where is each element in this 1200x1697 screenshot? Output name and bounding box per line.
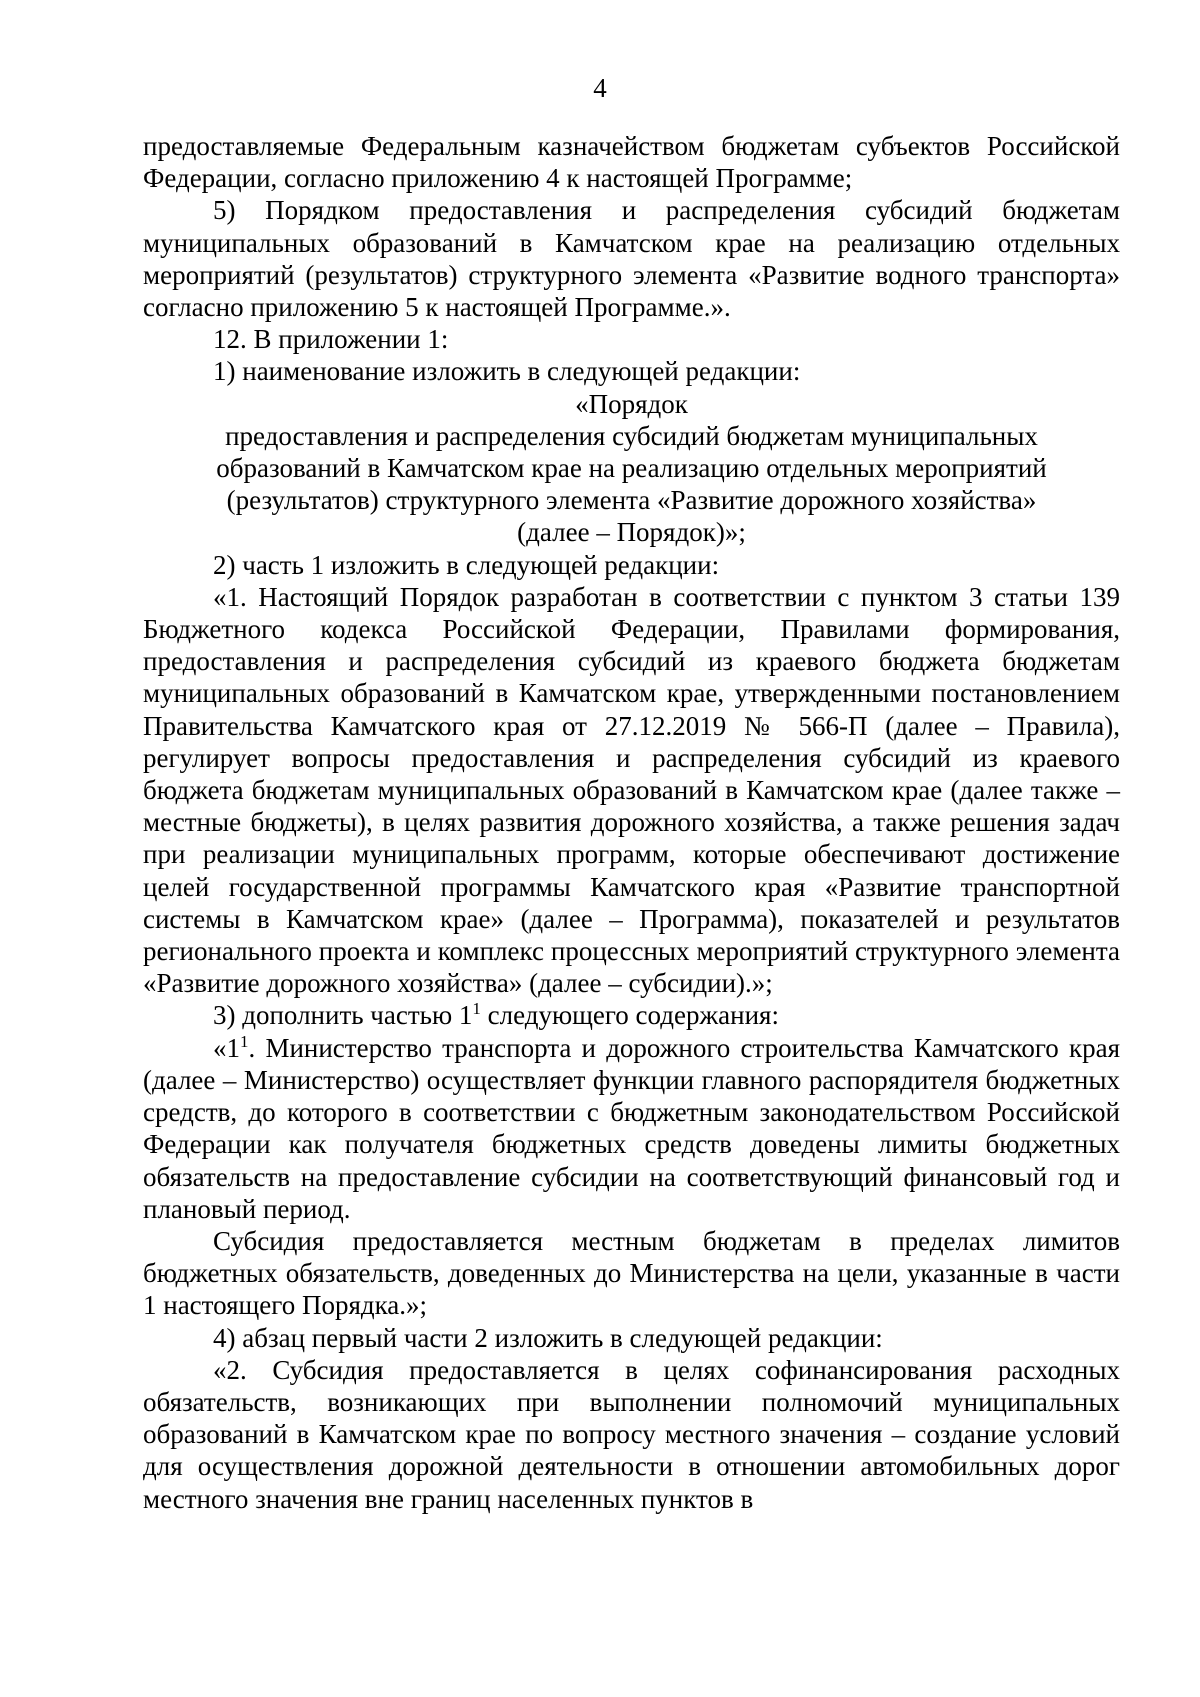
superscript: 1 bbox=[472, 999, 481, 1019]
paragraph-part-1-text: «1. Настоящий Порядок разработан в соответствии с пунктом 3 статьи 139 Бюджетного кодекса Российской Федерации, Правилами формирования, предоставления и распределения субсидий из краевого бюджета бюджетам муниципальных образований в Камчатском крае, утвержденными постановлением Правительства Камчатского края от 27.12.2019 № 566-П (далее – Правила), регулирует вопросы предоставления и распределения субсидий из краевого бюджета бюджетам муниципальных образований в Камчатском крае (далее также – местные бюджеты), в целях развития дорожного хозяйства, а также решения задач при реализации муниципальных программ, которые обеспечивают достижение целей государственной программы Камчатского края «Развитие транспортной системы в Камчатском крае» (далее – Программа), показателей и результатов регионального проекта и комплекс процессных мероприятий структурного элемента «Развитие дорожного хозяйства» (далее – субсидии).»; bbox=[143, 581, 1120, 999]
page-number: 4 bbox=[593, 73, 607, 103]
paragraph-item-3 bbox=[143, 999, 1120, 1031]
part-1-1-text-start: «1 bbox=[213, 1032, 240, 1063]
item-3-text-start: 3) дополнить частью 1 bbox=[213, 1000, 473, 1031]
part-1-1-text-end: . Министерство транспорта и дорожного строительства Камчатского края (далее – Министерство) осуществляет функции главного распорядителя бюджетных средств, до которого в соответствии с бюджетным законодательством Российской Федерации как получателя бюджетных средств доведены лимиты бюджетных обязательств на предоставление субсидии на соответствующий финансовый год и плановый период. bbox=[143, 1032, 1120, 1224]
procedure-title-line: (далее – Порядок)»; bbox=[517, 517, 746, 548]
procedure-title bbox=[143, 388, 1120, 549]
paragraph-part-1-1-text bbox=[143, 1032, 1120, 1225]
paragraph-part-2-text: «2. Субсидия предоставляется в целях софинансирования расходных обязательств, возникающих при выполнении полномочий муниципальных образований в Камчатском крае по вопросу местного значения – создание условий для осуществления дорожной деятельности в отношении автомобильных дорог местного значения вне границ населенных пунктов в bbox=[143, 1354, 1120, 1514]
procedure-title-line: (результатов) структурного элемента «Развитие дорожного хозяйства» bbox=[226, 485, 1037, 516]
paragraph-subsidy-limits: Субсидия предоставляется местным бюджетам в пределах лимитов бюджетных обязательств, доведенных до Министерства на цели, указанные в части 1 настоящего Порядка.»; bbox=[143, 1225, 1120, 1321]
paragraph-item-4: 4) абзац первый части 2 изложить в следующей редакции: bbox=[213, 1322, 883, 1353]
paragraph-continuation: предоставляемые Федеральным казначейством бюджетам субъектов Российской Федерации, согласно приложению 4 к настоящей Программе; bbox=[143, 131, 1120, 194]
paragraph-item-1-name: 1) наименование изложить в следующей редакции: bbox=[213, 356, 801, 387]
document-body bbox=[143, 130, 1120, 1515]
procedure-title-line: образований в Камчатском крае на реализацию отдельных мероприятий bbox=[216, 453, 1047, 484]
procedure-title-line: «Порядок bbox=[575, 388, 688, 419]
procedure-title-line: предоставления и распределения субсидий бюджетам муниципальных bbox=[225, 420, 1038, 451]
item-3-text-end: следующего содержания: bbox=[480, 1000, 779, 1031]
paragraph-item-5: 5) Порядком предоставления и распределения субсидий бюджетам муниципальных образований в Камчатском крае на реализацию отдельных мероприятий (результатов) структурного элемента «Развитие водного транспорта» согласно приложению 5 к настоящей Программе.». bbox=[143, 195, 1120, 323]
paragraph-item-2: 2) часть 1 изложить в следующей редакции: bbox=[213, 549, 720, 580]
superscript: 1 bbox=[240, 1031, 249, 1051]
paragraph-section-12: 12. В приложении 1: bbox=[213, 324, 449, 355]
